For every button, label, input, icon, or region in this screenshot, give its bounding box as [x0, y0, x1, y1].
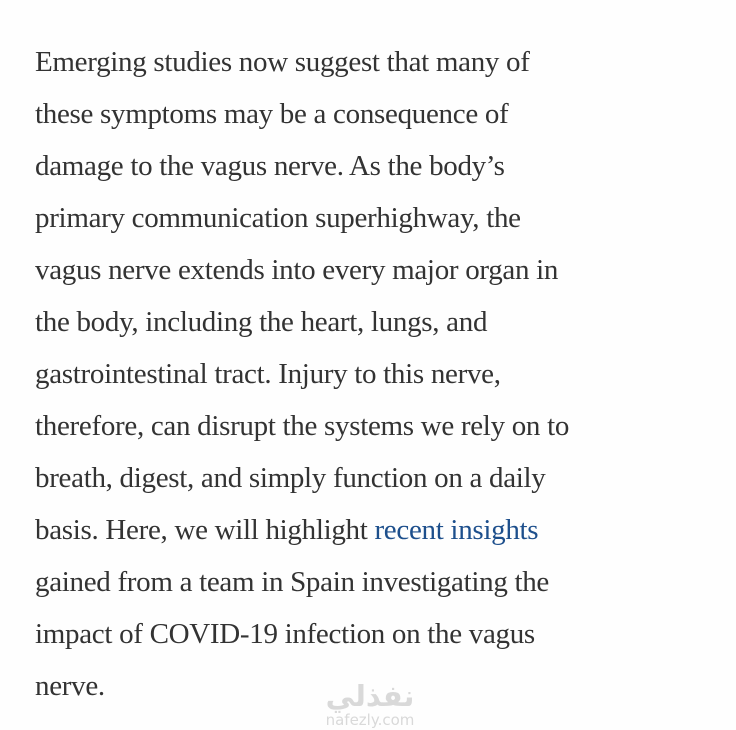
text-line [35, 660, 708, 712]
text-line [35, 348, 708, 400]
recent-insights-link[interactable]: recent insights [374, 514, 539, 546]
text-segment: impact of COVID-19 infection on the vagus [35, 618, 535, 650]
text-segment: vagus nerve extends into every major organ in [35, 254, 559, 286]
text-line [35, 400, 708, 452]
article-paragraph [35, 36, 708, 712]
text-segment: gastrointestinal tract. Injury to this nerve, [35, 358, 501, 390]
text-line [35, 556, 708, 608]
text-line [35, 192, 708, 244]
text-segment: gained from a team in Spain investigating the [35, 566, 550, 598]
text-line [35, 296, 708, 348]
text-segment: breath, digest, and simply function on a daily [35, 462, 546, 494]
text-line [35, 504, 708, 556]
text-segment: these symptoms may be a consequence of [35, 98, 509, 130]
text-line [35, 88, 708, 140]
text-segment: primary communication superhighway, the [35, 202, 521, 234]
text-segment: therefore, can disrupt the systems we rely on to [35, 410, 570, 442]
text-segment: nerve. [35, 670, 105, 702]
text-line [35, 244, 708, 296]
text-segment: the body, including the heart, lungs, and [35, 306, 488, 338]
text-line [35, 452, 708, 504]
text-segment: basis. Here, we will highlight [35, 514, 375, 546]
text-line [35, 140, 708, 192]
text-segment: damage to the vagus nerve. As the body’s [35, 150, 505, 182]
text-line [35, 36, 708, 88]
watermark-domain-text: nafezly.com [325, 711, 415, 729]
watermark-arabic-logo: نفذلي [325, 679, 415, 713]
text-line [35, 608, 708, 660]
text-segment: Emerging studies now suggest that many of [35, 46, 530, 78]
